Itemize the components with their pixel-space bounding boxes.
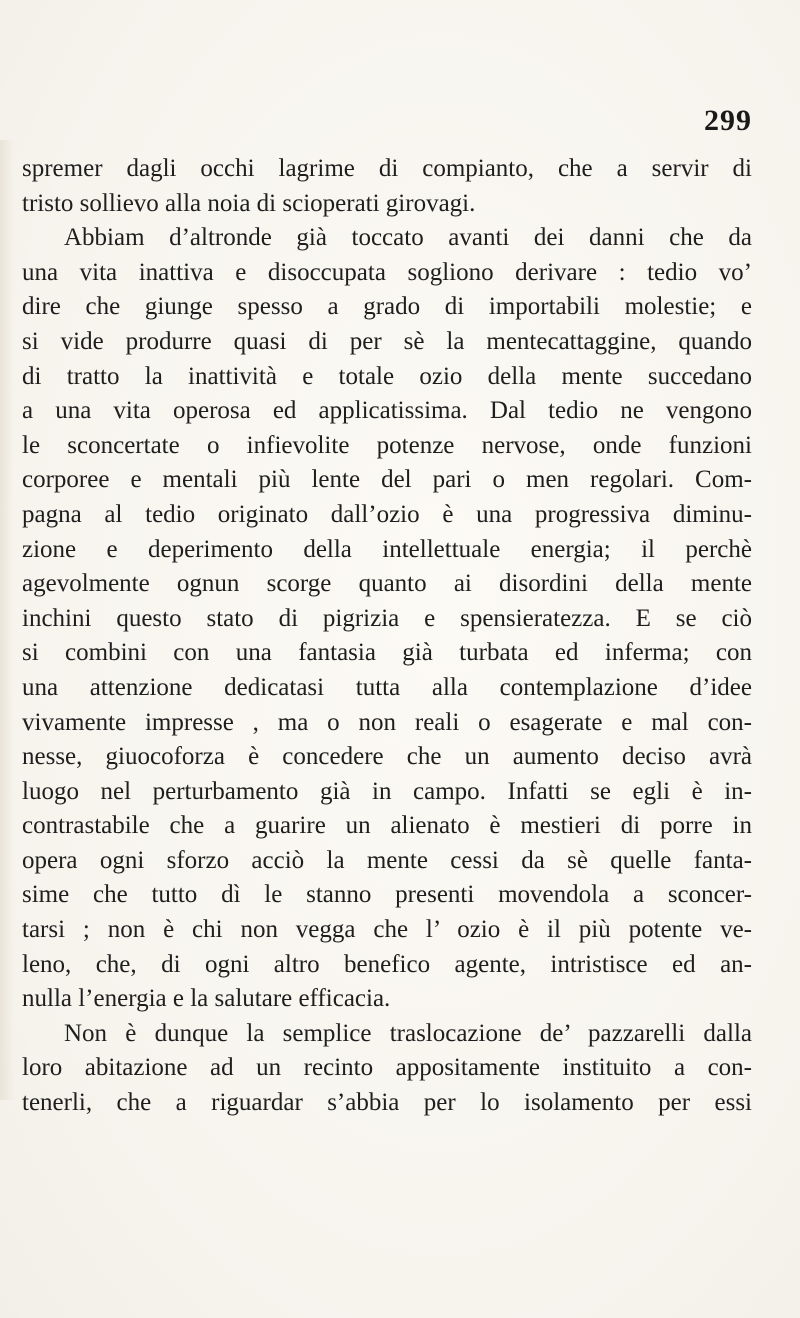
- text-line: tenerli, che a riguardar s’abbia per lo isolamento per essi: [22, 1089, 752, 1117]
- text-line: vivamente impresse , ma o non reali o esagerate e mal con-: [22, 708, 752, 736]
- text-line: opera ogni sforzo acciò la mente cessi da sè quelle fanta-: [22, 846, 752, 874]
- text-line: tristo sollievo alla noia di scioperati girovagi.: [22, 189, 476, 217]
- body-text: [22, 152, 752, 1121]
- text-line: leno, che, di ogni altro benefico agente, intristisce ed an-: [22, 950, 752, 978]
- text-line: dire che giunge spesso a grado di importabili molestie; e: [22, 293, 752, 321]
- page-number: 299: [704, 104, 752, 137]
- text-line: contrastabile che a guarire un alienato è mestieri di porre in: [22, 812, 752, 840]
- text-line: le sconcertate o infievolite potenze nervose, onde funzioni: [22, 431, 752, 459]
- text-line: inchini questo stato di pigrizia e spensieratezza. E se ciò: [22, 604, 752, 632]
- text-line: a una vita operosa ed applicatissima. Dal tedio ne vengono: [22, 397, 752, 425]
- text-line: spremer dagli occhi lagrime di compianto, che a servir di: [22, 155, 752, 182]
- text-line: sime che tutto dì le stanno presenti movendola a sconcer-: [22, 881, 752, 909]
- text-line: nulla l’energia e la salutare efficacia.: [22, 985, 391, 1013]
- text-line: Abbiam d’altronde già toccato avanti dei danni che da: [64, 224, 752, 252]
- text-line: loro abitazione ad un recinto appositamente instituito a con-: [22, 1054, 752, 1082]
- text-line: corporee e mentali più lente del pari o men regolari. Com-: [22, 466, 752, 494]
- text-line: si vide produrre quasi di per sè la mentecattaggine, quando: [22, 327, 752, 355]
- text-line: Non è dunque la semplice traslocazione de’ pazzarelli dalla: [64, 1019, 752, 1047]
- text-line: luogo nel perturbamento già in campo. Infatti se egli è in-: [22, 777, 752, 805]
- text-line: tarsi ; non è chi non vegga che l’ ozio è il più potente ve-: [22, 916, 752, 944]
- text-line: di tratto la inattività e totale ozio della mente succedano: [22, 362, 752, 390]
- text-line: pagna al tedio originato dall’ozio è una progressiva diminu-: [22, 500, 752, 528]
- text-line: una attenzione dedicatasi tutta alla contemplazione d’idee: [22, 673, 752, 701]
- text-line: nesse, giuocoforza è concedere che un aumento deciso avrà: [22, 743, 752, 771]
- text-line: zione e deperimento della intellettuale energia; il perchè: [22, 535, 752, 563]
- page-gutter-shadow: [0, 140, 14, 1100]
- text-line: si combini con una fantasia già turbata ed inferma; con: [22, 639, 752, 667]
- text-line: una vita inattiva e disoccupata sogliono derivare : tedio vo’: [22, 258, 752, 286]
- text-line: agevolmente ognun scorge quanto ai disordini della mente: [22, 570, 752, 598]
